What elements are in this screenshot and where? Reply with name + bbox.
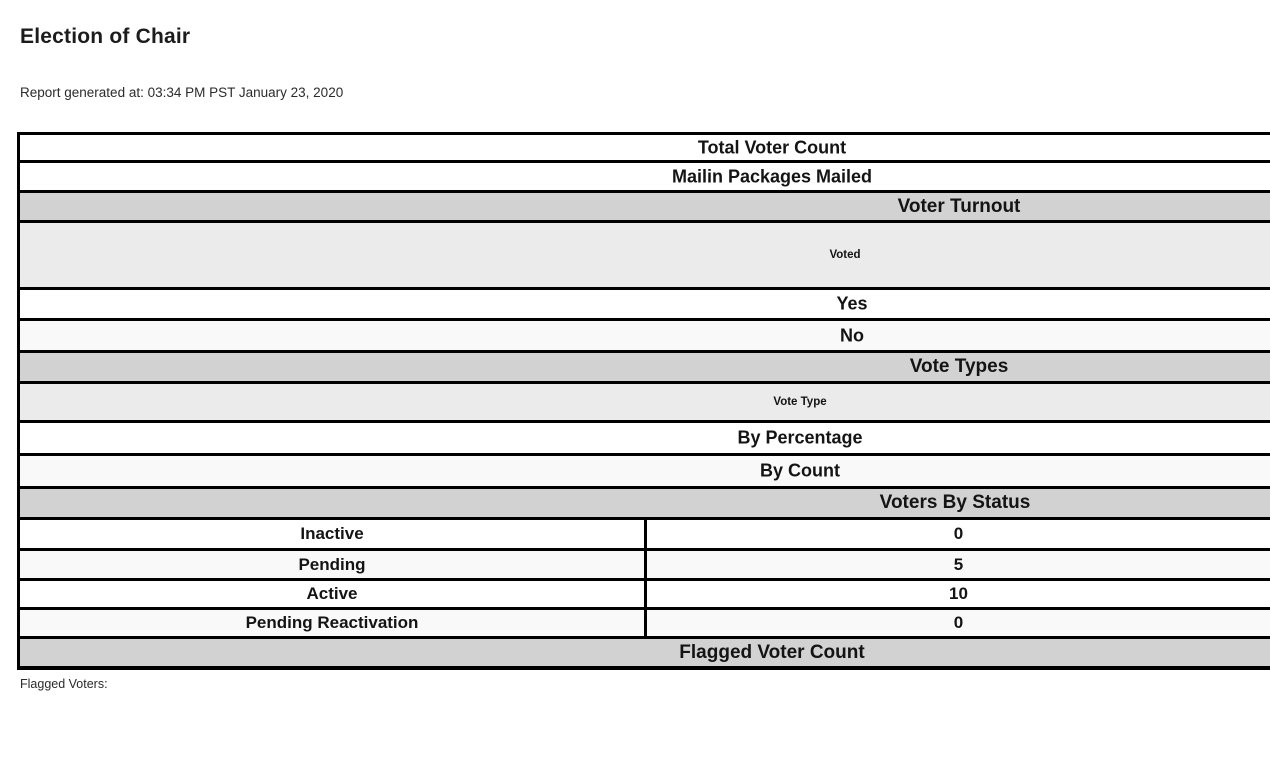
table-row <box>20 456 1270 489</box>
report-generated-timestamp: Report generated at: 03:34 PM PST January 23, 2020 <box>20 85 344 100</box>
table-row <box>20 290 1270 321</box>
status-row <box>20 581 1270 610</box>
status-value-cell: 0 <box>953 524 964 543</box>
column-header-row <box>20 223 1270 290</box>
column-header-row <box>20 384 1270 423</box>
status-value-cell: 10 <box>949 584 968 603</box>
status-row <box>20 610 1270 639</box>
status-value-cell: 5 <box>953 554 964 574</box>
row-label: Mailin Packages Mailed <box>671 166 873 186</box>
status-label-cell: Active <box>306 584 358 603</box>
flagged-voters-label: Flagged Voters: <box>20 677 108 691</box>
row-label: Total Voter Count <box>697 137 847 157</box>
status-row <box>20 551 1270 581</box>
section-footer-row <box>20 639 1270 670</box>
row-label: Voter Turnout <box>897 195 1021 217</box>
row-label: No <box>840 325 864 345</box>
row-label: Vote Type <box>773 396 827 408</box>
section-header-row <box>20 489 1270 520</box>
status-value-cell: 0 <box>953 613 964 632</box>
table-row <box>20 135 1270 163</box>
section-header-row <box>20 193 1270 223</box>
row-label: By Count <box>760 460 840 481</box>
row-label: Voted <box>829 249 861 261</box>
status-row <box>20 520 1270 551</box>
table-row <box>20 163 1270 193</box>
page-title: Election of Chair <box>20 25 191 48</box>
row-label: Flagged Voter Count <box>679 641 865 663</box>
row-label: Voters By Status <box>879 492 1031 513</box>
status-label-cell: Pending <box>298 554 366 574</box>
row-label: By Percentage <box>737 427 863 448</box>
section-header-row <box>20 353 1270 384</box>
row-label: Vote Types <box>909 356 1009 377</box>
status-label-cell: Pending Reactivation <box>245 613 419 632</box>
status-label-cell: Inactive <box>300 524 364 543</box>
report-table <box>17 132 1270 670</box>
table-row <box>20 321 1270 353</box>
table-row <box>20 423 1270 456</box>
row-label: Yes <box>836 293 868 314</box>
